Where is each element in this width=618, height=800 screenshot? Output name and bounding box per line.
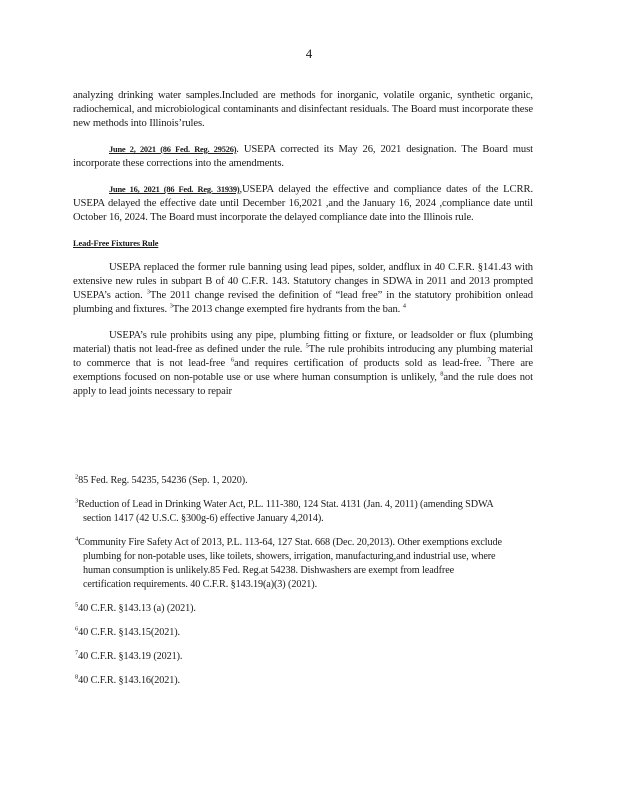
sentence: and requires certification of products sold as lead-free. bbox=[234, 358, 482, 369]
footnote bbox=[73, 474, 503, 488]
footnote-ref: 3 bbox=[146, 288, 150, 296]
footnote-ref: 6 bbox=[230, 356, 235, 364]
body-text bbox=[73, 89, 533, 411]
section-heading: Lead-Free Fixtures Rule bbox=[73, 239, 159, 248]
fed-reg-citation: June 16, 2021 (86 Fed. Reg. 31939) bbox=[109, 185, 240, 194]
footnote bbox=[73, 498, 503, 526]
footnote bbox=[73, 674, 503, 688]
sentence: USEPA’s rule prohibits using any pipe, plumbing fitting or fixture, or leadsolder or flux (plumbing material) thatis not lead-free as defined under the rule. bbox=[73, 330, 533, 355]
footnote bbox=[73, 602, 503, 616]
paragraph-correction bbox=[73, 143, 533, 171]
footnote-mark: 2 bbox=[75, 473, 79, 481]
footnote-mark: 6 bbox=[75, 625, 79, 633]
footnote-mark: 7 bbox=[75, 649, 79, 657]
footnote-mark: 8 bbox=[75, 673, 79, 681]
sentence: USEPA replaced the former rule banning using lead pipes, solder, andflux in 40 C.F.R. §141.43 with extensive new rules in subpart B of 40 C.F.R. 143. Statutory changes in SDWA in 2011 and 2013 prompted USEPA’s action. bbox=[73, 262, 533, 301]
footnote-text: Reduction of Lead in Drinking Water Act, P.L. 111-380, 124 Stat. 4131 (Jan. 4, 2011) (amending SDWA section 1417 (42 U.S.C. §300g-6) effective January 4,2014). bbox=[78, 499, 494, 524]
paragraph-prohibitions bbox=[73, 329, 533, 399]
paragraph-delay-text: ,USEPA delayed the effective and compliance dates of the LCRR. USEPA delayed the effective date until December 16,2021 ,and the January 16, 2024 ,compliance date until October 16, 2024. The Board must incorporate the delayed compliance date into the Illinois rule. bbox=[73, 184, 533, 223]
footnote-ref: 8 bbox=[440, 370, 444, 378]
footnote-text: Community Fire Safety Act of 2013, P.L. 113-64, 127 Stat. 668 (Dec. 20,2013). Other exemptions exclude plumbing for non-potable uses, like toilets, showers, irrigation, manufacturing,and industrial use, where human consumption is unlikely.85 Fed. Reg.at 54238. Dishwashers are exempt from leadfree certification requirements. 40 C.F.R. §143.19(a)(3) (2021). bbox=[78, 537, 502, 590]
footnote-ref: 7 bbox=[487, 356, 491, 364]
footnote-text: 40 C.F.R. §143.16(2021). bbox=[78, 675, 180, 686]
paragraph-methods: analyzing drinking water samples.Included are methods for inorganic, volatile organic, synthetic organic, radiochemical, and microbiological contaminants and disinfectant residuals. The Board must incorporate these new methods into Illinois’rules. bbox=[73, 90, 533, 129]
footnote bbox=[73, 626, 503, 640]
page-number: 4 bbox=[305, 46, 313, 61]
footnotes bbox=[73, 474, 503, 698]
footnote-mark: 5 bbox=[75, 601, 79, 609]
paragraph-delay bbox=[73, 183, 533, 225]
paragraph-lead-free-rule bbox=[73, 261, 533, 317]
paragraph-correction-text: . USEPA corrected its May 26, 2021 designation. The Board must incorporate these corrections into the amendments. bbox=[73, 144, 533, 169]
footnote-ref: 4 bbox=[402, 302, 406, 310]
sentence: The 2011 change revised the definition of “lead free” in the statutory prohibition onlead plumbing and fixtures. bbox=[73, 290, 533, 315]
sentence: The rule prohibits introducing any plumbing material to commerce that is not lead-free bbox=[73, 344, 533, 369]
sentence: The 2013 change exempted fire hydrants from the ban. bbox=[172, 304, 401, 315]
footnote-ref: 5 bbox=[305, 342, 309, 350]
footnote-mark: 4 bbox=[75, 535, 79, 543]
sentence: and the rule does not apply to lead joints necessary to repair bbox=[73, 372, 533, 397]
footnote-text: 40 C.F.R. §143.15(2021). bbox=[78, 627, 180, 638]
footnote-text: 40 C.F.R. §143.19 (2021). bbox=[78, 651, 183, 662]
fed-reg-citation: June 2, 2021 (86 Fed. Reg. 29526) bbox=[109, 145, 237, 154]
footnote-ref: 3 bbox=[169, 302, 173, 310]
footnote-text: 40 C.F.R. §143.13 (a) (2021). bbox=[78, 603, 196, 614]
footnote bbox=[73, 650, 503, 664]
footnote-mark: 3 bbox=[75, 497, 79, 505]
sentence: There are exemptions focused on non-potable use or use where human consumption is unlikely, bbox=[73, 358, 533, 383]
footnote-text: 85 Fed. Reg. 54235, 54236 (Sep. 1, 2020). bbox=[78, 475, 248, 486]
footnote bbox=[73, 536, 503, 592]
